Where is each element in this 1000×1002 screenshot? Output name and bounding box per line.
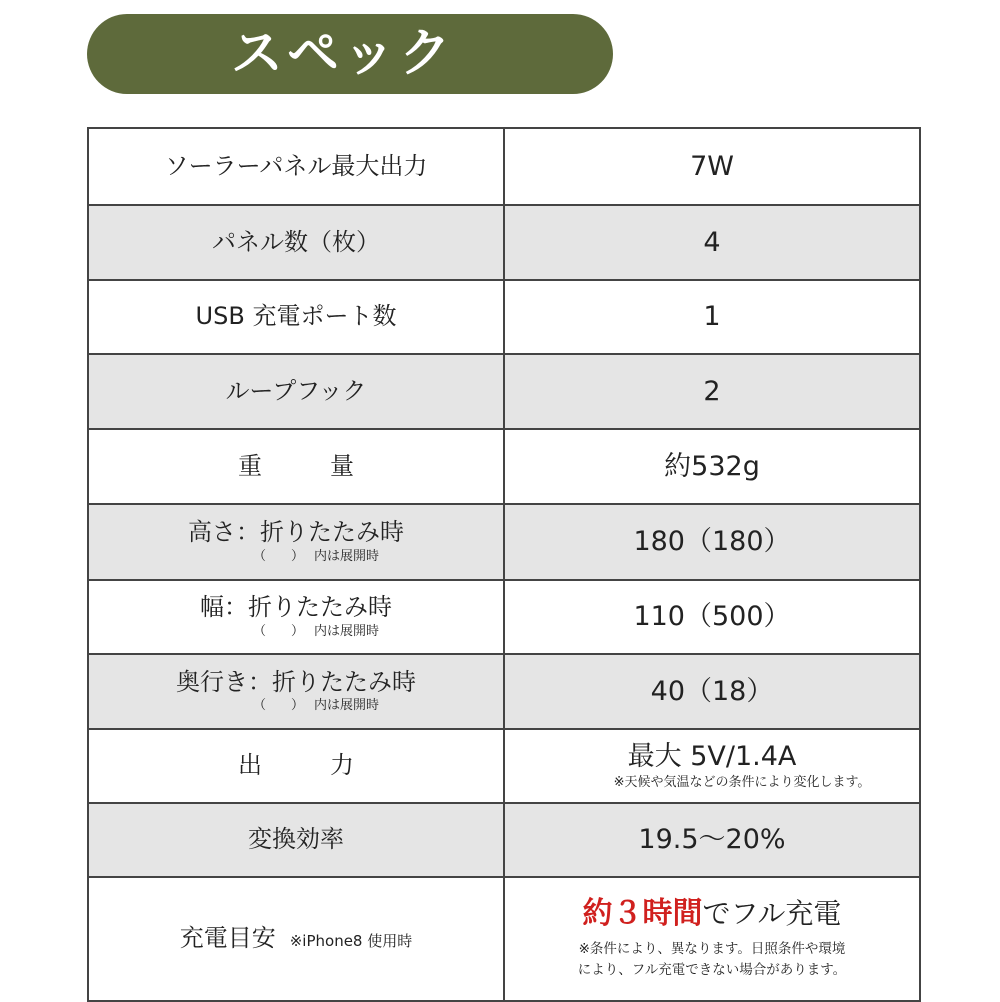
table-row — [88, 504, 920, 580]
row-label — [88, 429, 504, 504]
row-label — [88, 580, 504, 654]
charge-note-line: ※条件により、異なります。日照条件や環境 — [578, 941, 846, 958]
row-label — [88, 504, 504, 580]
row-label: 変換効率 — [88, 803, 504, 877]
row-label-note — [89, 625, 503, 640]
table-row — [88, 729, 920, 803]
row-label-note — [89, 550, 503, 565]
row-label: USB 充電ポート数 — [88, 280, 504, 354]
row-value-note: ※天候や気温などの条件により変化します。 — [613, 775, 871, 791]
row-label-text: 充電目安 — [179, 924, 276, 953]
table-row — [88, 205, 920, 280]
row-label — [88, 729, 504, 803]
table-row — [88, 877, 920, 1001]
row-label-text: 幅：折りたたみ時 — [200, 593, 392, 622]
row-label-text: 重 量 — [238, 451, 376, 480]
row-value: 40（18） — [504, 654, 920, 729]
page-title: スペック — [231, 24, 456, 84]
row-value: 19.5～20% — [504, 803, 920, 877]
row-label-text: 奥行き：折りたたみ時 — [176, 667, 416, 696]
table-row — [88, 354, 920, 429]
table-row — [88, 280, 920, 354]
note-text: 内は展開時 — [314, 623, 380, 639]
charge-headline — [505, 897, 919, 932]
row-value — [504, 877, 920, 1001]
row-label-note: ※iPhone8 使用時 — [289, 932, 413, 951]
row-label: ソーラーパネル最大出力 — [88, 128, 504, 205]
table-row — [88, 429, 920, 504]
row-value: 180（180） — [504, 504, 920, 580]
charge-headline-rest: でフル充電 — [702, 896, 842, 930]
row-label-text: 高さ：折りたたみ時 — [188, 518, 404, 547]
note-text: 内は展開時 — [314, 698, 380, 714]
row-label-text: 出 力 — [238, 751, 376, 780]
row-label — [88, 654, 504, 729]
charge-notes — [505, 939, 919, 981]
row-label-note — [89, 699, 503, 714]
row-value-text: 最大 5V/1.4A — [627, 741, 797, 772]
row-label — [88, 877, 504, 1001]
row-value: 4 — [504, 205, 920, 280]
row-label: パネル数（枚） — [88, 205, 504, 280]
row-value: 110（500） — [504, 580, 920, 654]
row-value: 7W — [504, 128, 920, 205]
title-banner — [87, 14, 613, 94]
charge-highlight: 約３時間 — [582, 895, 703, 931]
note-text: 内は展開時 — [314, 548, 380, 564]
row-value — [504, 729, 920, 803]
table-row — [88, 128, 920, 205]
row-label: ループフック — [88, 354, 504, 429]
table-row — [88, 580, 920, 654]
charge-note-line: により、フル充電できない場合があります。 — [577, 962, 847, 979]
table-row — [88, 803, 920, 877]
spec-table — [87, 127, 921, 1002]
row-value: 1 — [504, 280, 920, 354]
note-paren: （ ） — [252, 623, 310, 639]
row-value: 2 — [504, 354, 920, 429]
note-paren: （ ） — [252, 698, 310, 714]
row-value: 約532g — [504, 429, 920, 504]
table-row — [88, 654, 920, 729]
note-paren: （ ） — [252, 548, 310, 564]
